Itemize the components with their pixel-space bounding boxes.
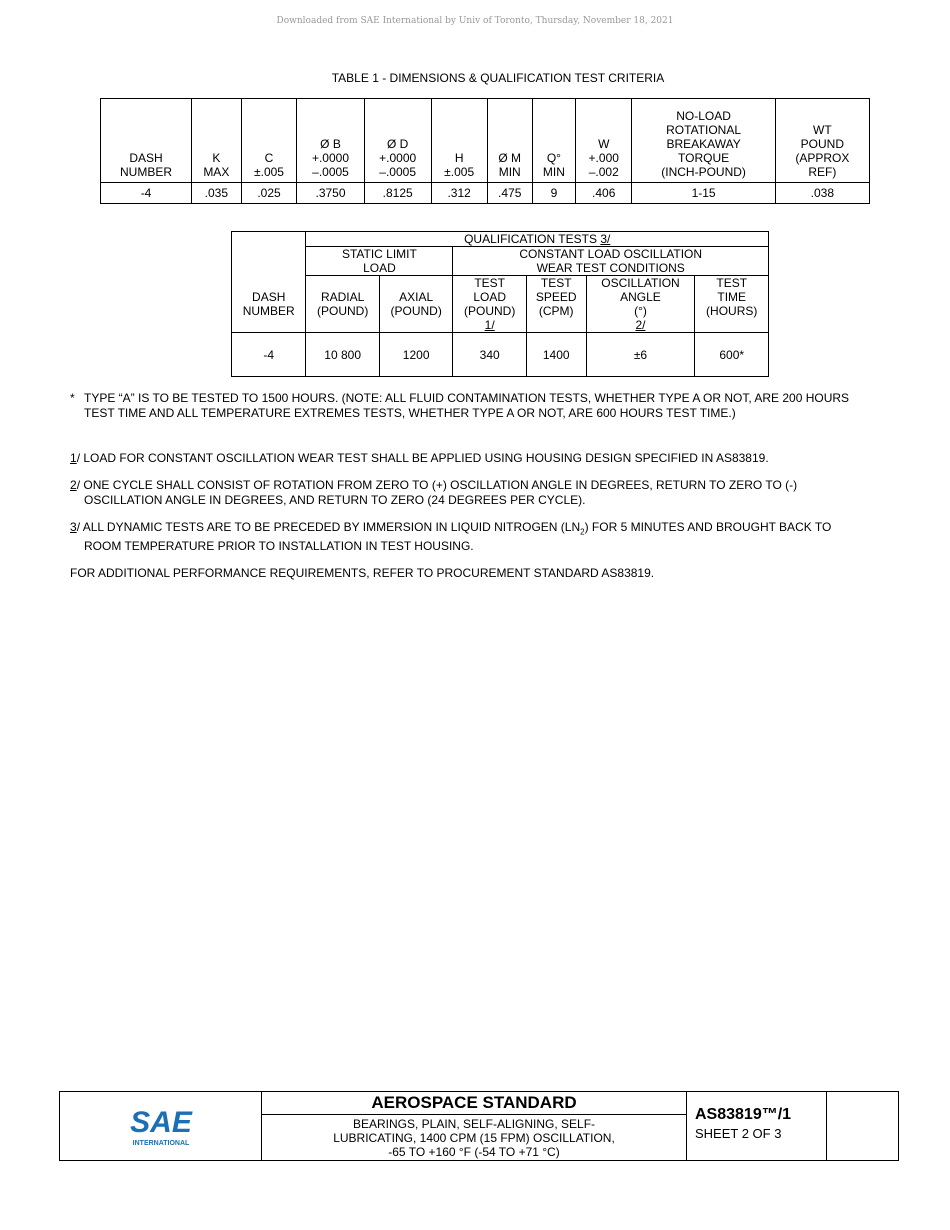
qualification-tests-header: QUALIFICATION TESTS 3/	[306, 232, 769, 247]
col-q-angle: Q° MIN	[532, 99, 575, 183]
notes-section	[70, 391, 870, 581]
col-c: C ±.005	[241, 99, 297, 183]
cell-dash: -4	[232, 333, 306, 377]
dimensions-table	[100, 98, 870, 204]
static-limit-load-header: STATIC LIMIT LOAD	[306, 247, 453, 276]
download-watermark: Downloaded from SAE International by Univ of Toronto, Thursday, November 18, 2021	[276, 16, 674, 26]
cell-q: 9	[532, 183, 575, 204]
cell-torque: 1-15	[632, 183, 775, 204]
col-weight: WT POUND (APPROX REF)	[775, 99, 869, 183]
title-block	[59, 1091, 899, 1161]
col-torque: NO-LOAD ROTATIONAL BREAKAWAY TORQUE (INCH-POUND)	[632, 99, 775, 183]
note-3: 3/ ALL DYNAMIC TESTS ARE TO BE PRECEDED BY IMMERSION IN LIQUID NITROGEN $(LN_2)$ FOR 5 MINUTES AND BROUGHT BACK TO ROOM TEMPERATURE PRIOR TO INSTALLATION IN TEST HOUSING.	[70, 520, 832, 554]
note-star: * TYPE “A” IS TO BE TESTED TO 1500 HOURS. (NOTE: ALL FLUID CONTAMINATION TESTS, WHETHER TYPE A OR NOT, ARE 200 HOURS TEST TIME AND ALL TEMPERATURE EXTREMES TESTS, WHETHER TYPE A OR NOT, ARE 600 HOURS TEST TIME.)	[70, 391, 850, 420]
cell-h: .312	[431, 183, 487, 204]
logo-text: SAE	[129, 1106, 192, 1139]
cell-m: .475	[487, 183, 532, 204]
col-b-dia: Ø B +.0000 –.0005	[297, 99, 364, 183]
sae-logo	[60, 1092, 262, 1160]
col-d-dia: Ø D +.0000 –.0005	[364, 99, 431, 183]
col-k-max: K MAX	[192, 99, 242, 183]
logo-subtext: INTERNATIONAL	[132, 1140, 189, 1147]
test-time-header: TEST TIME (HOURS)	[695, 276, 769, 333]
qualification-tests-table	[231, 231, 769, 377]
cell-w: .406	[575, 183, 632, 204]
standard-description: BEARINGS, PLAIN, SELF-ALIGNING, SELF- LUBRICATING, 1400 CPM (15 FPM) OSCILLATION, -65 TO +160 °F (-54 TO +71 °C)	[333, 1117, 615, 1159]
dash-number-header: DASH NUMBER	[232, 232, 306, 333]
title-block-center	[262, 1092, 687, 1160]
cell-osc-angle: ±6	[586, 333, 695, 377]
col-w: W +.000 –.002	[575, 99, 632, 183]
test-load-header: TEST LOAD (POUND) 1/	[453, 276, 527, 333]
sheet-number: SHEET 2 OF 3	[695, 1126, 782, 1141]
cell-test-time: 600*	[695, 333, 769, 377]
table-title: TABLE 1 - DIMENSIONS & QUALIFICATION TEST CRITERIA	[331, 71, 665, 85]
final-note: FOR ADDITIONAL PERFORMANCE REQUIREMENTS, REFER TO PROCUREMENT STANDARD AS83819.	[70, 566, 655, 581]
col-h: H ±.005	[431, 99, 487, 183]
cell-test-load: 340	[453, 333, 527, 377]
document-id	[687, 1092, 827, 1160]
document-number: AS83819™/1	[695, 1106, 792, 1123]
cell-axial: 1200	[379, 333, 453, 377]
col-m-dia: Ø M MIN	[487, 99, 532, 183]
qualification-data-row	[232, 333, 769, 377]
revision-box	[827, 1092, 898, 1160]
dimensions-header-row	[101, 99, 870, 183]
cell-weight: .038	[775, 183, 869, 204]
cell-radial: 10 800	[306, 333, 380, 377]
dimensions-data-row	[101, 183, 870, 204]
oscillation-wear-header: CONSTANT LOAD OSCILLATION WEAR TEST CONDITIONS	[453, 247, 769, 276]
col-dash-number: DASH NUMBER	[101, 99, 192, 183]
sae-logo-icon	[126, 1104, 196, 1148]
note-1: 1/ LOAD FOR CONSTANT OSCILLATION WEAR TEST SHALL BE APPLIED USING HOUSING DESIGN SPECIFIED IN AS83819.	[70, 451, 769, 465]
test-speed-header: TEST SPEED (CPM)	[526, 276, 586, 333]
note-2: 2/ ONE CYCLE SHALL CONSIST OF ROTATION FROM ZERO TO (+) OSCILLATION ANGLE IN DEGREES, RETURN TO ZERO TO (-) OSCILLATION ANGLE IN DEGREES, AND RETURN TO ZERO (24 DEGREES PER CYCLE).	[70, 478, 798, 507]
cell-test-speed: 1400	[526, 333, 586, 377]
oscillation-angle-header: OSCILLATION ANGLE (°) 2/	[586, 276, 695, 333]
cell-k: .035	[192, 183, 242, 204]
cell-b: .3750	[297, 183, 364, 204]
cell-c: .025	[241, 183, 297, 204]
radial-header: RADIAL (POUND)	[306, 276, 380, 333]
cell-dash: -4	[101, 183, 192, 204]
standard-type: AEROSPACE STANDARD	[262, 1092, 686, 1115]
cell-d: .8125	[364, 183, 431, 204]
axial-header: AXIAL (POUND)	[379, 276, 453, 333]
